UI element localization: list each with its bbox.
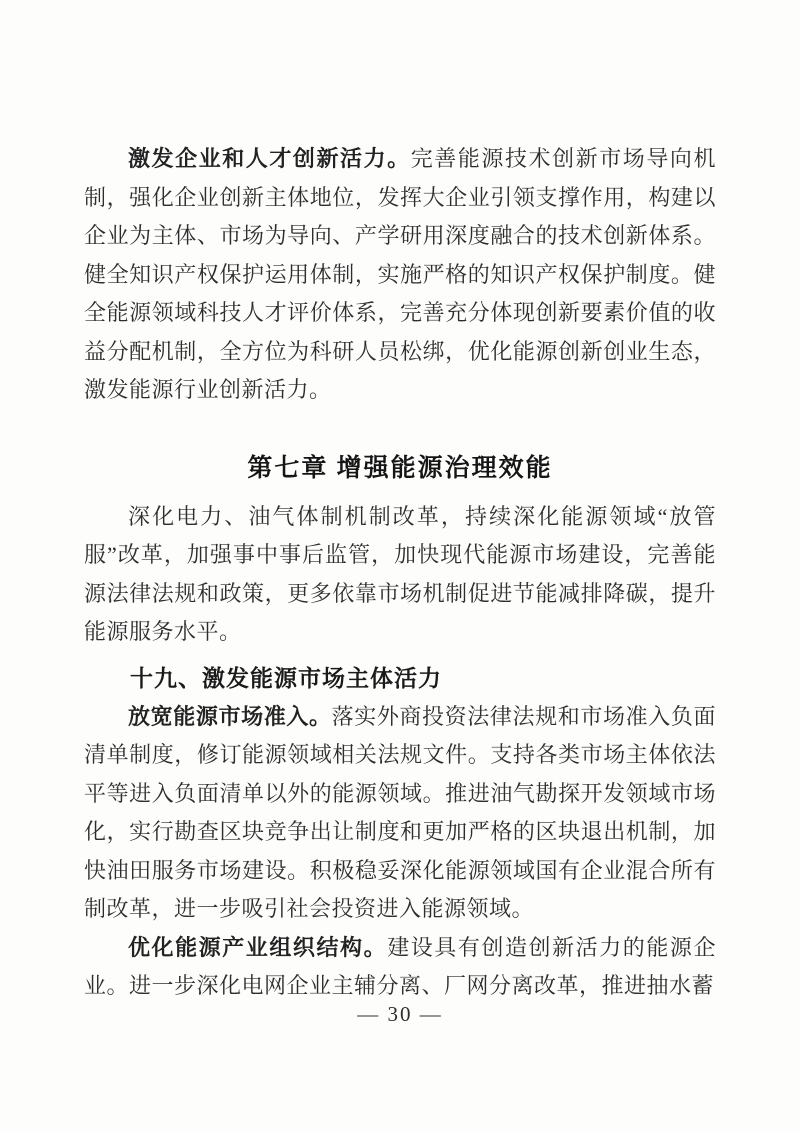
paragraph-lead-bold: 激发企业和人才创新活力。 bbox=[128, 146, 411, 171]
section-heading: 十九、激发能源市场主体活力 bbox=[130, 664, 442, 691]
paragraph-industry-structure bbox=[84, 929, 716, 1006]
paragraph-body-text: 建设具有创造创新活力的能源企业。进一步深化电网企业主辅分离、厂网分离改革，推进抽水蓄 bbox=[84, 934, 716, 998]
paragraph-body-text: 落实外商投资法律法规和市场准入负面清单制度，修订能源领域相关法规文件。支持各类市场主体依法平等进入负面清单以外的能源领域。推进油气勘探开发领域市场化，实行勘查区块竞争出让制度和更加严格的区块退出机制，加快油田服务市场建设。积极稳妥深化能源领域国有企业混合所有制改革，进一步吸引社会投资进入能源领域。 bbox=[84, 703, 716, 921]
paragraph-body-text: 完善能源技术创新市场导向机制，强化企业创新主体地位，发挥大企业引领支撑作用，构建以企业为主体、市场为导向、产学研用深度融合的技术创新体系。健全知识产权保护运用体制，实施严格的知识产权保护制度。健全能源领域科技人才评价体系，完善充分体现创新要素价值的收益分配机制，全方位为科研人员松绑，优化能源创新创业生态，激发能源行业创新活力。 bbox=[84, 146, 716, 402]
paragraph-lead-bold: 放宽能源市场准入。 bbox=[128, 703, 332, 729]
paragraph-chapter-intro: 深化电力、油气体制机制改革，持续深化能源领域“放管服”改革，加强事中事后监管，加快现代能源市场建设，完善能源法律法规和政策，更多依靠市场机制促进节能减排降碳，提升能源服务水平。 bbox=[84, 503, 716, 644]
document-content bbox=[84, 140, 716, 1006]
paragraph-market-access bbox=[84, 698, 716, 929]
page-number: — 30 — bbox=[357, 1002, 443, 1026]
paragraph-innovation-vitality bbox=[84, 140, 716, 410]
chapter-heading: 第七章 增强能源治理效能 bbox=[247, 454, 553, 482]
paragraph-lead-bold: 优化能源产业组织结构。 bbox=[128, 934, 388, 960]
